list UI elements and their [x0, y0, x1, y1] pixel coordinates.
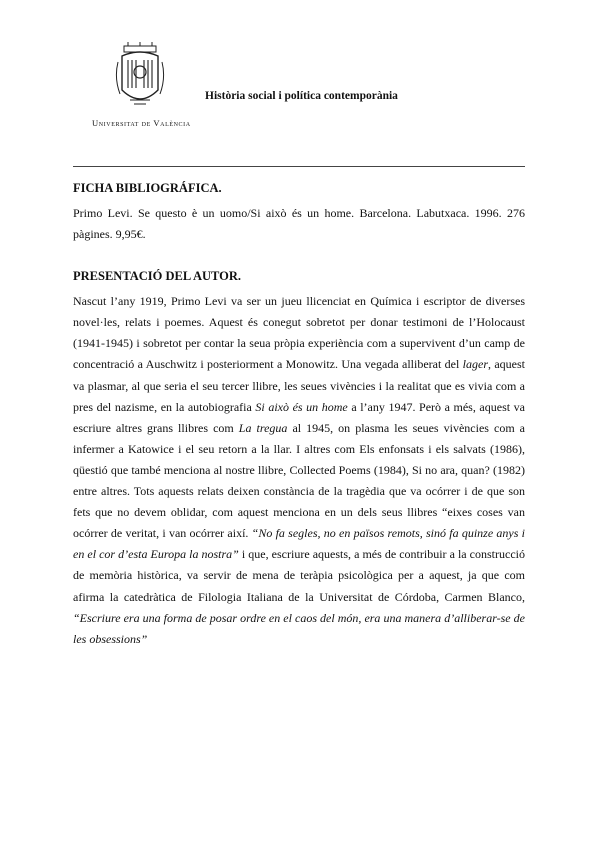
university-seal-icon	[114, 42, 166, 114]
book-title-la-tregua: La tregua	[238, 420, 288, 435]
ficha-text: Primo Levi. Se questo è un uomo/Si això és un home. Barcelona. Labutxaca. 1996. 276 pàgines. 9,95€.	[73, 206, 525, 242]
ficha-heading: FICHA BIBLIOGRÁFICA.	[73, 181, 222, 195]
paragraph-text: Nascut l’any 1919, Primo Levi va ser un jueu llicenciat en Química i escriptor de diverses novel·les, relats i poemes. Aquest és conegut sobretot per donar testimoni de l’Holocaust (1941-1945) i sobretot per contar la seua pròpia experiència com a supervivent d’un camp de concentració a Auschwitz i posteriorment a Monowitz. Una vegada alliberat del	[73, 294, 525, 372]
header-divider	[73, 166, 525, 167]
book-title-si-aixo: Si això és un home	[255, 399, 348, 414]
paragraph-text: , aquest va plasmar, al que seria el seu tercer llibre, les seues vivències i la realitat que es vivia com a pres del nazisme, en la autobiografia	[73, 357, 525, 414]
university-logo	[92, 42, 191, 132]
university-name: Universitat de València	[92, 118, 191, 128]
quote-levi: “No fa segles, no en països remots, sinó fa quinze anys i en el cor d’esta Europa la nostra”	[73, 526, 525, 562]
quote-blanco: “Escriure era una forma de posar ordre en el caos del món, era una manera d’alliberar-se de les obsessions”	[73, 610, 525, 646]
paragraph-text: al 1945, on plasma les seues vivències com a infermer a Katowice i el seu retorn a la llar. I altres com Els enfonsats i els salvats (1986), qüestió que també menciona al nostre llibre, Collected Poems (1984), Si no ara, quan? (1982) entre altres. Tots aquests relats deixen constància de la tragèdia que va ocórrer i de que son fets que no devem oblidar, com aquest menciona en un dels seus llibres “eixes coses van ocórrer de veritat, i van ocórrer així.	[73, 420, 526, 541]
italic-term-lager: lager	[462, 357, 488, 372]
presentacio-heading: PRESENTACIÓ DEL AUTOR.	[73, 269, 241, 284]
course-title: Història social i política contemporània	[205, 90, 398, 102]
document-body	[73, 181, 525, 650]
presentacio-paragraph	[73, 291, 525, 650]
paragraph-text: a l’any 1947. Però a més, aquest va escriure altres grans llibres com	[73, 399, 525, 435]
paragraph-text: i que, escriure aquests, a més de contribuir a la construcció de memòria històrica, va servir de mena de teràpia psicològica per a aquest, ja que com afirma la catedràtica de Filologia Italiana de la Universitat de Córdoba, Carmen Blanco,	[73, 547, 525, 604]
